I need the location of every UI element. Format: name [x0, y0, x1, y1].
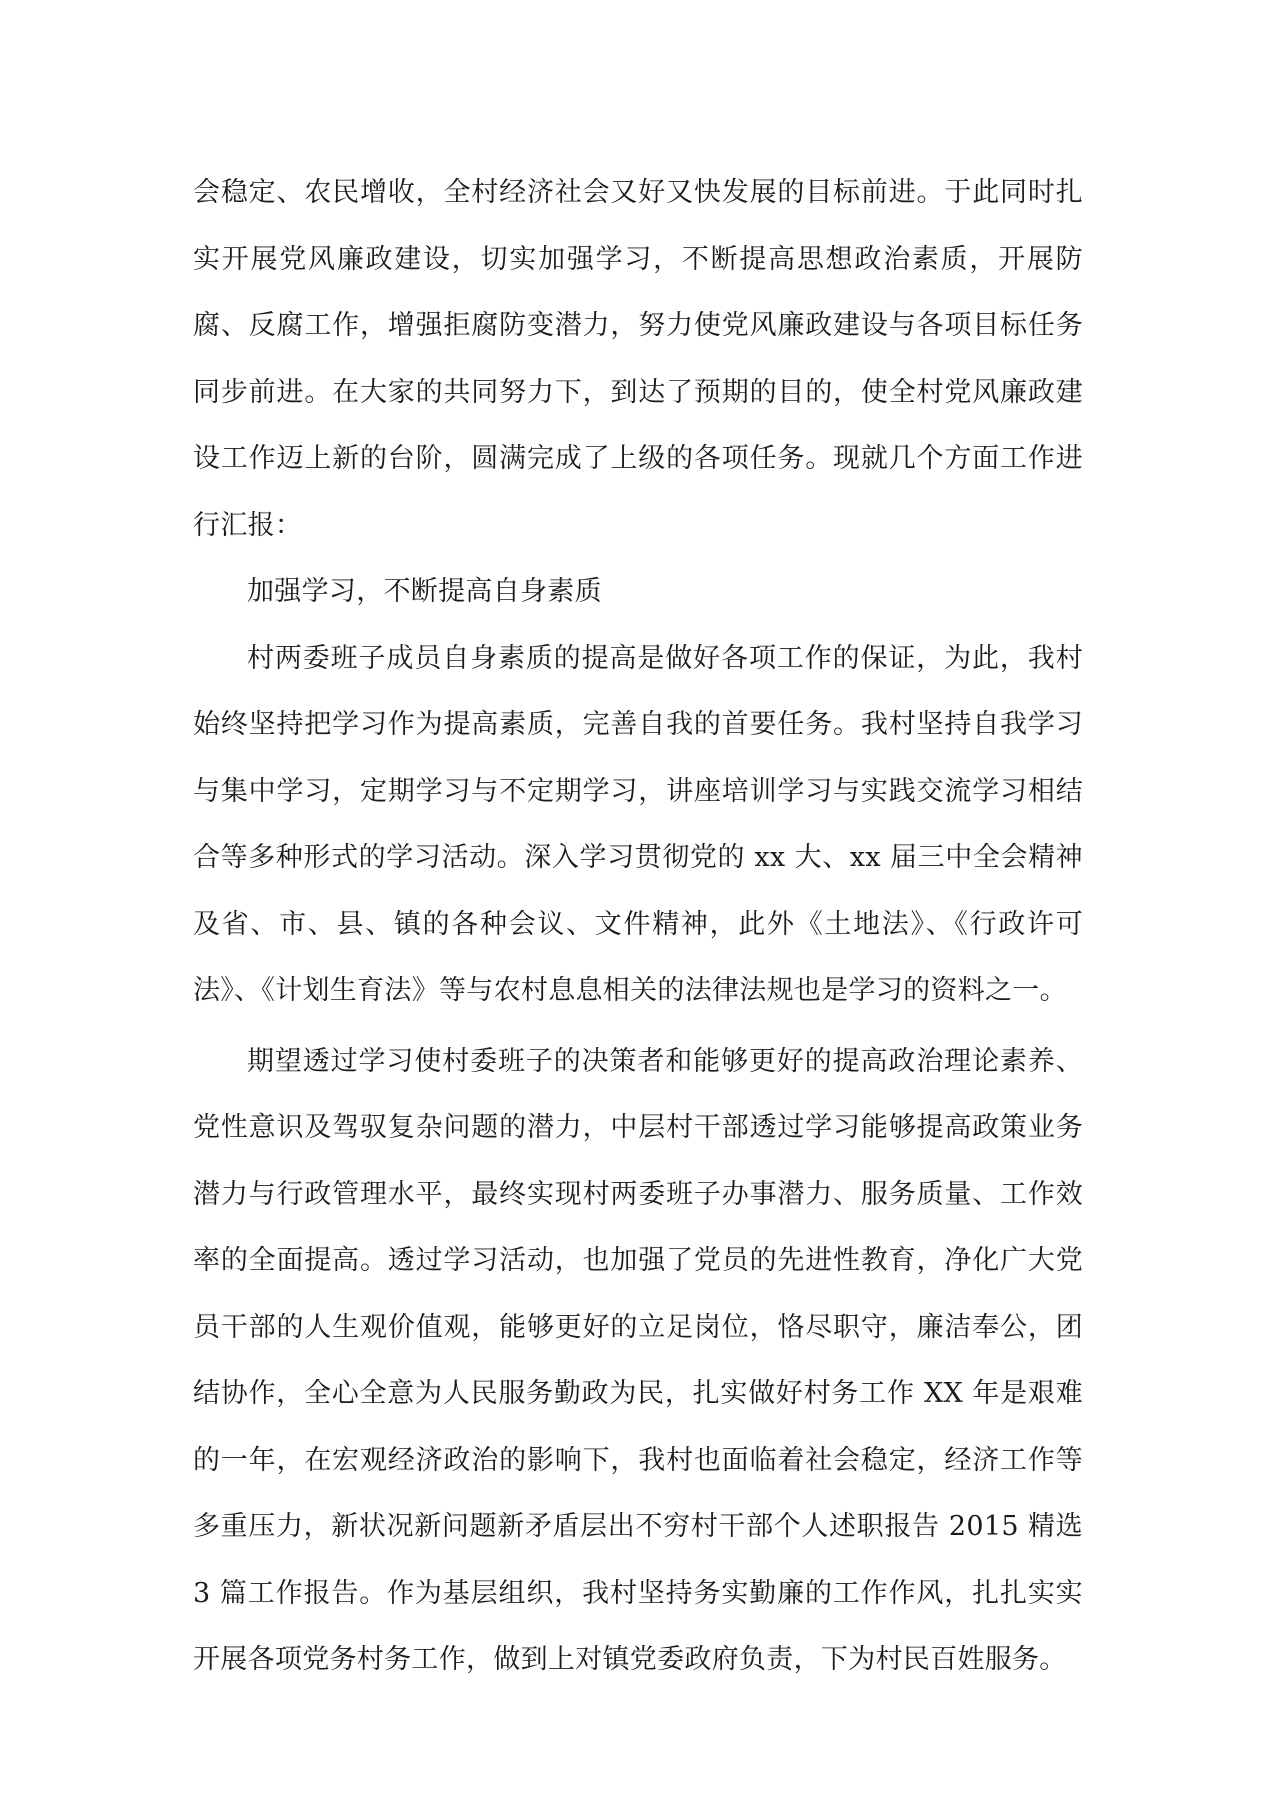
section-heading-study: 加强学习，不断提高自身素质: [247, 576, 602, 607]
document-page: [193, 160, 1083, 1694]
paragraph-intro-continuation: 会稳定、农民增收，全村经济社会又好又快发展的目标前进。于此同时扎实开展党风廉政建设，切实加强学习，不断提高思想政治素质，开展防腐、反腐工作，增强拒腐防变潜力，努力使党风廉政建设与各项目标任务同步前进。在大家的共同努力下，到达了预期的目的，使全村党风廉政建设工作迈上新的台阶，圆满完成了上级的各项任务。现就几个方面工作进行汇报：: [193, 177, 1083, 541]
paragraph-study-goals: 期望透过学习使村委班子的决策者和能够更好的提高政治理论素养、党性意识及驾驭复杂问题的潜力，中层村干部透过学习能够提高政策业务潜力与行政管理水平，最终实现村两委班子办事潜力、服务质量、工作效率的全面提高。透过学习活动，也加强了党员的先进性教育，净化广大党员干部的人生观价值观，能够更好的立足岗位，恪尽职守，廉洁奉公，团结协作，全心全意为人民服务勤政为民，扎实做好村务工作 XX 年是艰难的一年，在宏观经济政治的影响下，我村也面临着社会稳定，经济工作等多重压力，新状况新问题新矛盾层出不穷村干部个人述职报告 2015 精选 3 篇工作报告。作为基层组织，我村坚持务实勤廉的工作作风，扎扎实实开展各项党务村务工作，做到上对镇党委政府负责，下为村民百姓服务。: [193, 1045, 1083, 1675]
paragraph-study-content: 村两委班子成员自身素质的提高是做好各项工作的保证，为此，我村始终坚持把学习作为提高素质，完善自我的首要任务。我村坚持自我学习与集中学习，定期学习与不定期学习，讲座培训学习与实践交流学习相结合等多种形式的学习活动。深入学习贯彻党的 xx 大、xx 届三中全会精神及省、市、县、镇的各种会议、文件精神，此外《土地法》、《行政许可法》、《计划生育法》等与农村息息相关的法律法规也是学习的资料之一。: [193, 642, 1083, 1006]
